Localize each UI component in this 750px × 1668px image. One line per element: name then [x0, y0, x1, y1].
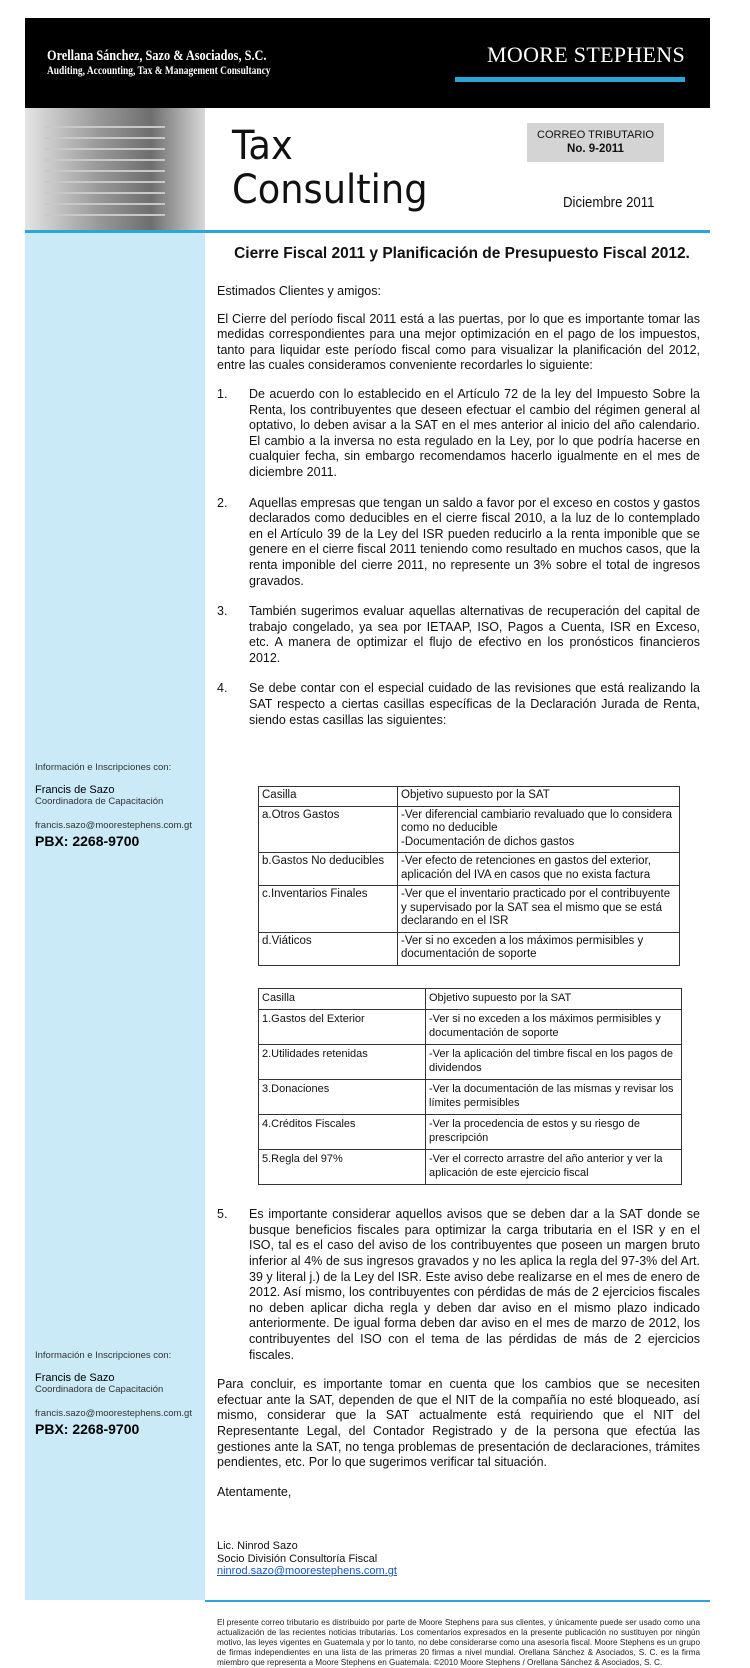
- conclusion-paragraph: Para concluir, es importante tomar en cuenta que los cambios que se necesiten efectuar ante la SAT, dependen de que el NIT de la compañía no esté bloqueado, así mismo, considerar que la SAT actualmente está requiriendo que el NIT del Representante Legal, del Contador Registrado y de la persona que efectúa las gestiones ante la SAT, no tenga problemas de presentación de declaraciones, trámites pendientes, etc. Por lo que sugerimos verificar tal situación.: [217, 1377, 700, 1470]
- footer-divider: [205, 1600, 710, 1602]
- table-cell: -Ver que el inventario practicado por el contribuyente y supervisado por la SAT sea el mismo que se está declarando en el ISR: [398, 886, 680, 933]
- item-number: 1.: [217, 386, 228, 401]
- contact-name: Francis de Sazo: [35, 784, 115, 796]
- table-row: [259, 1010, 682, 1045]
- table-cell: 2.Utilidades retenidas: [259, 1045, 426, 1080]
- article-column: [217, 244, 700, 1668]
- table-cell: a.Otros Gastos: [259, 806, 398, 853]
- contact-email[interactable]: francis.sazo@moorestephens.com.gt: [35, 820, 192, 831]
- greeting: Estimados Clientes y amigos:: [217, 284, 381, 298]
- building-photo: [25, 108, 205, 230]
- signature: [217, 1540, 700, 1578]
- building-floor: [45, 148, 165, 150]
- table-row: [259, 932, 680, 965]
- title-line: Tax: [232, 123, 293, 169]
- building-floor: [45, 203, 165, 205]
- table-row: [259, 1080, 682, 1115]
- table-cell: -Ver si no exceden a los máximos permisibles y documentación de soporte: [398, 932, 680, 965]
- header-bar: [25, 18, 710, 108]
- column-header: Casilla: [259, 787, 398, 807]
- table-cell: -Ver la procedencia de estos y su riesgo de prescripción: [426, 1115, 682, 1150]
- contact-block: [35, 1350, 203, 1437]
- table-cell: 3.Donaciones: [259, 1080, 426, 1115]
- table-cell: -Ver diferencial cambiario revaluado que lo considera como no deducible -Documentación de dichos gastos: [398, 806, 680, 853]
- contact-phone: PBX: 2268-9700: [35, 1421, 140, 1437]
- table-cell: d.Viáticos: [259, 932, 398, 965]
- list-item: [217, 496, 700, 590]
- article-title: Cierre Fiscal 2011 y Planificación de Presupuesto Fiscal 2012.: [234, 245, 690, 262]
- table-row: [259, 853, 680, 886]
- closing: Atentamente,: [217, 1484, 292, 1499]
- contact-phone: PBX: 2268-9700: [35, 833, 140, 849]
- item-number: 5.: [217, 1207, 228, 1222]
- table-cell: b.Gastos No deducibles: [259, 853, 398, 886]
- table-header-row: [259, 787, 680, 807]
- badge-number: No. 9-2011: [567, 143, 624, 155]
- intro-paragraph: El Cierre del período fiscal 2011 está a las puertas, por lo que es importante tomar las medidas correspondientes para una mejor optimización en el pago de los impuestos, tanto para liquidar este período fiscal como para visualizar la planificación del 2012, entre las cuales consideramos conveniente recordarles lo siguiente:: [217, 311, 700, 373]
- table-cell: 4.Créditos Fiscales: [259, 1115, 426, 1150]
- firm-tagline: Auditing, Accounting, Tax & Management Consultancy: [47, 65, 271, 77]
- building-floor: [45, 181, 165, 183]
- issue-badge: [527, 123, 664, 162]
- brand-logo: MOORE STEPHENS: [487, 42, 685, 67]
- building-floor: [45, 214, 165, 216]
- table-cell: 5.Regla del 97%: [259, 1150, 426, 1185]
- table-row: [259, 886, 680, 933]
- building-floor: [45, 170, 165, 172]
- title-line: Consulting: [232, 167, 428, 213]
- building-floor: [45, 137, 165, 139]
- signature-title: Socio División Consultoría Fiscal: [217, 1552, 378, 1565]
- table-row: [259, 1115, 682, 1150]
- list-item: [217, 681, 700, 728]
- column-header: Casilla: [259, 988, 426, 1010]
- table-cell: -Ver el correcto arrastre del año anterior y ver la aplicación de este ejercicio fiscal: [426, 1150, 682, 1185]
- table-cell: -Ver si no exceden a los máximos permisibles y documentación de soporte: [426, 1010, 682, 1045]
- table-header-row: [259, 988, 682, 1010]
- table-row: [259, 1045, 682, 1080]
- building-floor: [45, 192, 165, 194]
- building-floor: [45, 159, 165, 161]
- contact-role: Coordinadora de Capacitación: [35, 1384, 164, 1395]
- table-row: [259, 1150, 682, 1185]
- table-row: [259, 806, 680, 853]
- building-floor: [45, 126, 165, 128]
- contact-name: Francis de Sazo: [35, 1372, 115, 1384]
- table-cell: -Ver efecto de retenciones en gastos del exterior, aplicación del IVA en casos que no exista factura: [398, 853, 680, 886]
- masthead-title: [232, 124, 428, 212]
- item-text: Aquellas empresas que tengan un saldo a favor por el exceso en costos y gastos declarados como deducibles en el cierre fiscal 2010, a la luz de lo contemplado en el Artículo 39 de la Ley del ISR pueden reducirlo a la renta imponible que se genere en el cierre fiscal 2011 teniendo como resultado en muchos casos, que la renta imponible del cierre 2011, no represente un 3% sobre el total de ingresos gravados.: [249, 495, 700, 588]
- footer: [217, 1578, 700, 1668]
- casillas-table-2: [258, 988, 682, 1186]
- brand-underline: [455, 77, 685, 82]
- signature-email-link[interactable]: ninrod.sazo@moorestephens.com.gt: [217, 1565, 397, 1578]
- table-cell: 1.Gastos del Exterior: [259, 1010, 426, 1045]
- contact-email[interactable]: francis.sazo@moorestephens.com.gt: [35, 1408, 192, 1419]
- firm-name: Orellana Sánchez, Sazo & Asociados, S.C.: [47, 48, 267, 64]
- column-header: Objetivo supuesto por la SAT: [398, 787, 680, 807]
- item-text: Se debe contar con el especial cuidado de las revisiones que está realizando la SAT respecto a ciertas casillas específicas de la Declaración Jurada de Renta, siendo estas casillas las siguientes:: [249, 681, 700, 727]
- list-item: [217, 1207, 700, 1363]
- item-number: 2.: [217, 495, 228, 510]
- contact-block: [35, 762, 203, 849]
- contact-intro: Información e Inscripciones con:: [35, 762, 172, 773]
- item-text: También sugerimos evaluar aquellas alternativas de recuperación del capital de trabajo congelado, ya sea por IETAAP, ISO, Pagos a Cuenta, ISR en Exceso, etc. A manera de optimizar el flujo de efectivo en los pronósticos financieros 2012.: [249, 604, 700, 665]
- signature-name: Lic. Ninrod Sazo: [217, 1540, 298, 1553]
- list-item: [217, 604, 700, 666]
- contact-role: Coordinadora de Capacitación: [35, 796, 164, 807]
- item-number: 4.: [217, 681, 228, 696]
- issue-date: Diciembre 2011: [563, 194, 655, 211]
- footer-disclaimer: El presente correo tributario es distribuido por parte de Moore Stephens para sus clientes, y únicamente puede ser usado como una actualización de las recientes noticias tributarias. Los comentarios expresados en la presente publicación no sustituyen por ningún motivo, las leyes vigentes en Guatemala y por lo tanto, no debe considerarse como una asesoría fiscal. Moore Stephens es un grupo de firmas independientes en una lista de las primeras 20 firmas a nivel mundial. Orellana Sánchez & Asociados, S. C. es la firma miembro que representa a Moore Stephens en Guatemala. ©2010 Moore Stephens / Orellana Sánchez & Asociados, S. C.: [217, 1617, 700, 1667]
- casillas-table-1: [258, 786, 680, 966]
- table-cell: -Ver la aplicación del timbre fiscal en los pagos de dividendos: [426, 1045, 682, 1080]
- item-text: De acuerdo con lo establecido en el Artículo 72 de la ley del Impuesto Sobre la Renta, los contribuyentes que deseen efectuar el cambio del régimen general al optativo, lo deben avisar a la SAT en el mes anterior al inicio del año calendario. El cambio a la inversa no esta regulado en la Ley, por lo que podría hacerse en cualquier fecha, sin embargo recomendamos hacerlo igualmente en el mes de diciembre 2011.: [249, 386, 700, 479]
- table-cell: c.Inventarios Finales: [259, 886, 398, 933]
- badge-label: CORREO TRIBUTARIO: [537, 129, 654, 141]
- list-item: [217, 387, 700, 481]
- item-text: Es importante considerar aquellos avisos que se deben dar a la SAT donde se busque beneficios fiscales para optimizar la carga tributaria en el ISR y en el ISO, tal es el caso del aviso de los contribuyentes que poseen un margen bruto inferior al 4% de sus ingresos gravados y no les aplica la regla del 97-3% del Art. 39 y literal j.) de la Ley del ISR. Este aviso debe realizarse en el mes de enero de 2012. Así mismo, los contribuyentes con pérdidas de más de 2 ejercicios fiscales no deben aplicar dicha regla y deben dar aviso en el mismo plazo indicado anteriormente. De igual forma deben dar aviso en el mes de marzo de 2012, los contribuyentes del ISO con el tema de las pérdidas de más de 2 ejercicios fiscales.: [249, 1207, 700, 1362]
- contact-intro: Información e Inscripciones con:: [35, 1350, 172, 1361]
- item-number: 3.: [217, 604, 228, 619]
- table-cell: -Ver la documentación de las mismas y revisar los límites permisibles: [426, 1080, 682, 1115]
- column-header: Objetivo supuesto por la SAT: [426, 988, 682, 1010]
